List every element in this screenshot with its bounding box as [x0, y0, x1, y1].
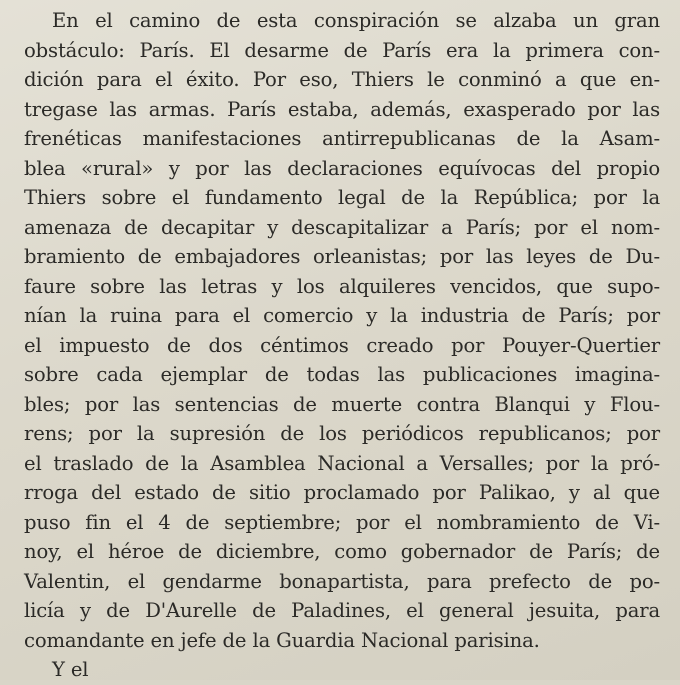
text-line: nían la ruina para el comercio y la industria de París; por	[24, 304, 660, 327]
text-line: blea «rural» y por las declaraciones equívocas del propio	[24, 156, 660, 180]
text-line: rroga del estado de sitio proclamado por Palikao, y al que	[24, 481, 660, 504]
text-line: Valentin, el gendarme bonapartista, para prefecto de po-	[24, 569, 660, 593]
text-line: frenéticas manifestaciones antirrepublicanas de la Asam-	[24, 127, 660, 150]
text-line: rens; por la supresión de los periódicos republicanos; por	[24, 422, 660, 445]
text-line: sobre cada ejemplar de todas las publicaciones imagina-	[24, 363, 660, 386]
text-line: dición para el éxito. Por eso, Thiers le conminó a que en-	[24, 68, 660, 91]
text-line-cut-off: Y el	[52, 658, 89, 681]
text-line: bramiento de embajadores orleanistas; por las leyes de Du-	[24, 245, 660, 268]
text-line: faure sobre las letras y los alquileres vencidos, que supo-	[24, 274, 660, 298]
text-line: Thiers sobre el fundamento legal de la República; por la	[24, 186, 660, 209]
text-line: En el camino de esta conspiración se alzaba un gran	[52, 9, 660, 32]
paragraph	[24, 6, 660, 681]
text-line: noy, el héroe de diciembre, como gobernador de París; de	[24, 540, 660, 563]
text-line: amenaza de decapitar y descapitalizar a París; por el nom-	[24, 215, 660, 239]
text-line: tregase las armas. París estaba, además, exasperado por las	[24, 97, 660, 121]
text-line: bles; por las sentencias de muerte contra Blanqui y Flou-	[24, 392, 660, 416]
text-line: licía y de D'Aurelle de Paladines, el general jesuita, para	[24, 599, 660, 622]
text-line: obstáculo: París. El desarme de París era la primera con-	[24, 38, 660, 62]
text-line: el traslado de la Asamblea Nacional a Versalles; por la pró-	[24, 451, 660, 475]
text-line: comandante en jefe de la Guardia Nacional parisina.	[24, 628, 540, 652]
text-line: puso fin el 4 de septiembre; por el nombramiento de Vi-	[24, 510, 660, 534]
text-line: el impuesto de dos céntimos creado por Pouyer-Quertier	[24, 333, 660, 357]
